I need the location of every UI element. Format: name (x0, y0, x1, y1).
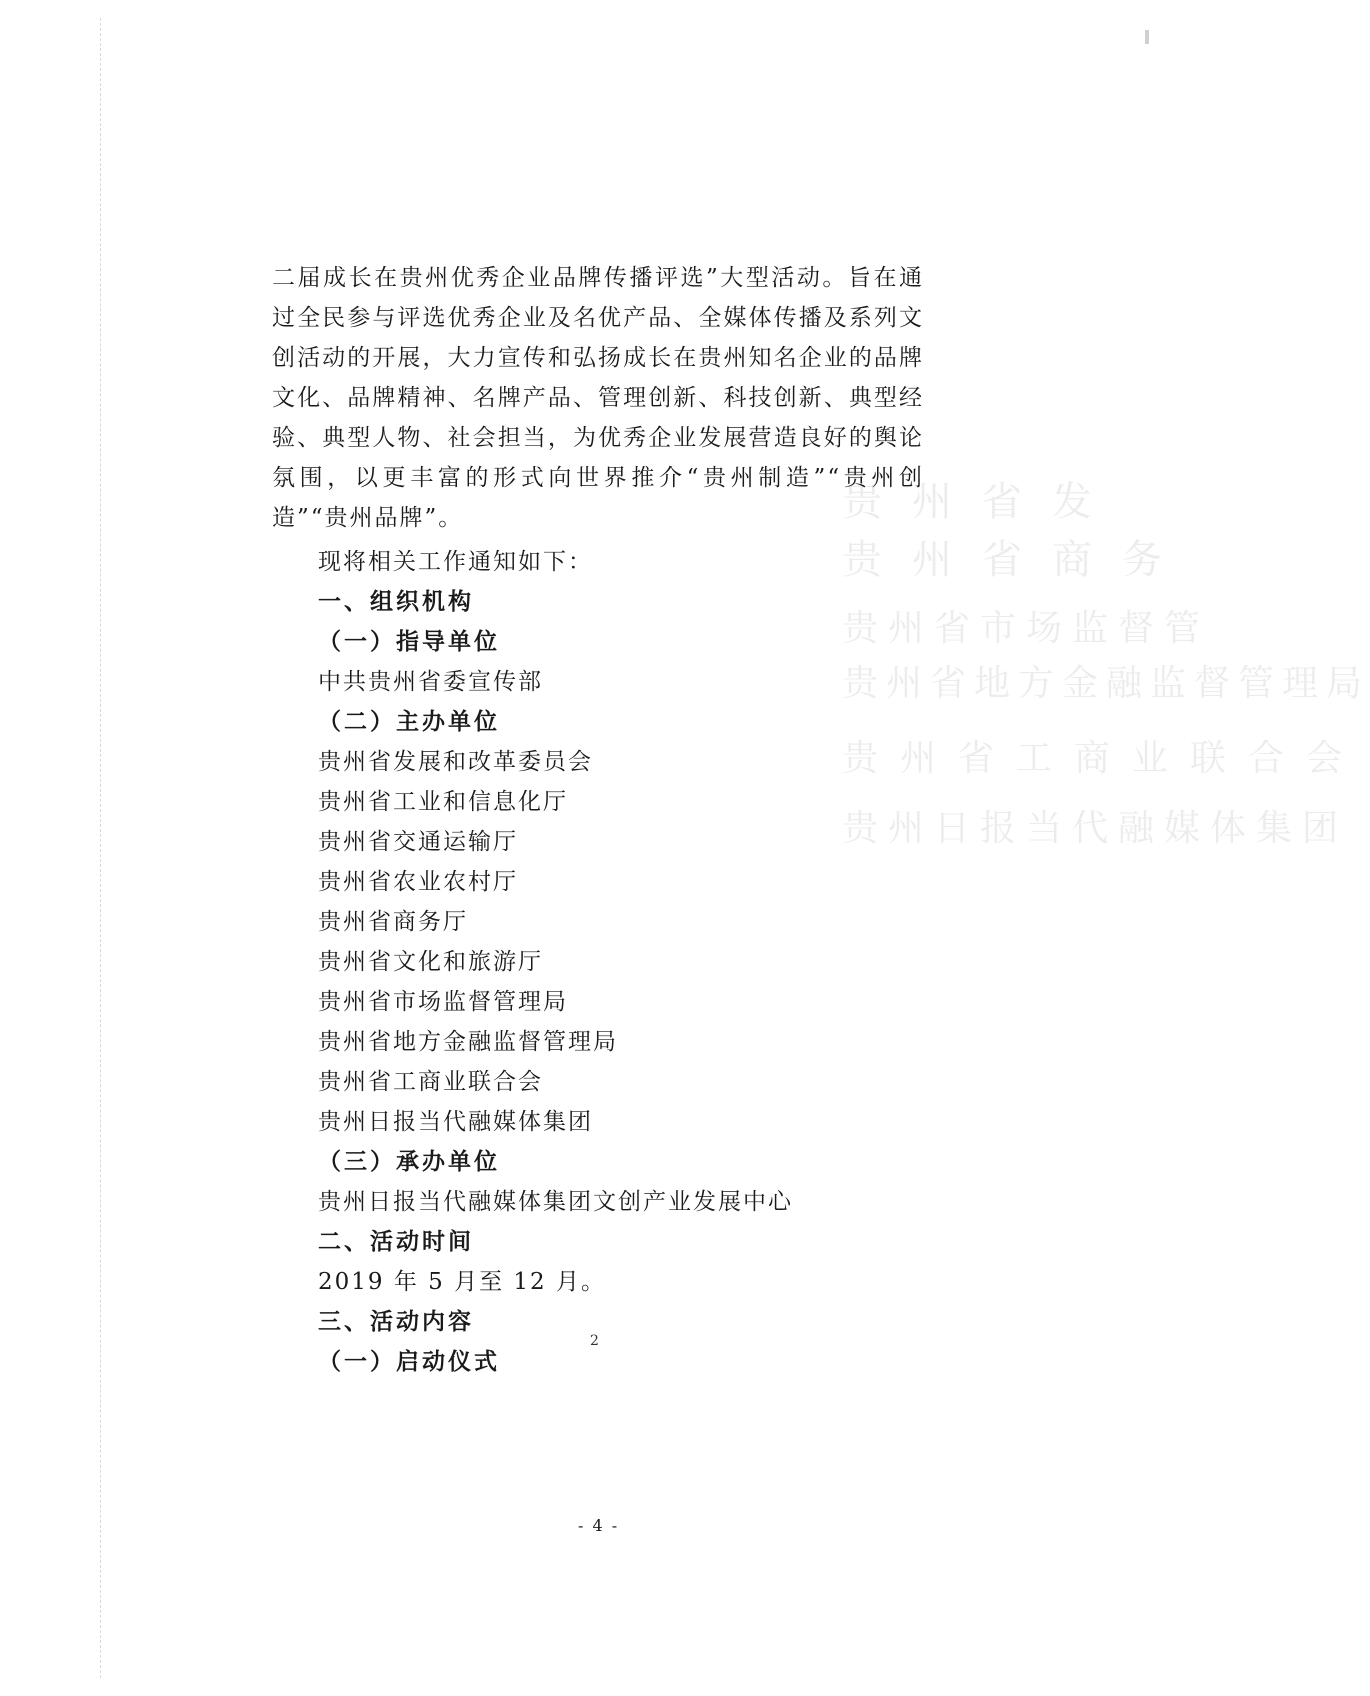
bleed-through-text: 贵州省发 (842, 479, 1122, 525)
subheading-launch-ceremony: （一）启动仪式 (318, 1349, 500, 1375)
subheading-organizer-unit: （三）承办单位 (318, 1149, 500, 1175)
activity-time: 2019 年 5 月至 12 月。 (318, 1269, 606, 1295)
inner-page-number: 2 (590, 1333, 599, 1349)
intro-paragraph: 二届成长在贵州优秀企业品牌传播评选”大型活动。旨在通过全民参与评选优秀企业及名优产品、全媒体传播及系列文创活动的开展，大力宣传和弘扬成长在贵州知名企业的品牌文化、品牌精神、名牌产品、管理创新、科技创新、典型经验、典型人物、社会担当，为优秀企业发展营造良好的舆论氛围，以更丰富的形式向世界推介“贵州制造”“贵州创造”“贵州品牌”。 (272, 265, 924, 531)
host-unit: 贵州省发展和改革委员会 (318, 749, 593, 775)
bleed-through-text: 贵州省市场监督管 (842, 608, 1211, 649)
bleed-through-text: 贵州省工商业联合会 (842, 738, 1365, 779)
subheading-guide-unit: （一）指导单位 (318, 629, 500, 655)
section-heading-activity-time: 二、活动时间 (318, 1229, 474, 1255)
section-heading-organization: 一、组织机构 (318, 589, 474, 615)
host-unit: 贵州省交通运输厅 (318, 829, 518, 855)
host-unit: 贵州省工业和信息化厅 (318, 789, 568, 815)
scan-edge-line (100, 18, 101, 1678)
notice-line: 现将相关工作通知如下： (318, 549, 593, 575)
host-unit: 贵州省工商业联合会 (318, 1069, 543, 1095)
host-unit: 贵州省文化和旅游厅 (318, 949, 543, 975)
section-heading-activity-content: 三、活动内容 (318, 1309, 474, 1335)
host-unit: 贵州省商务厅 (318, 909, 468, 935)
guide-unit: 中共贵州省委宣传部 (318, 669, 543, 695)
host-unit: 贵州省市场监督管理局 (318, 989, 568, 1015)
outer-page-number: - 4 - (578, 1516, 620, 1535)
subheading-host-units: （二）主办单位 (318, 709, 500, 735)
bleed-through-text: 贵州日报当代融媒体集团 (842, 808, 1349, 849)
host-unit: 贵州省农业农村厅 (318, 869, 518, 895)
bleed-through-text: 贵州省商务 (842, 537, 1192, 583)
document-body (272, 258, 924, 1382)
organizer-unit: 贵州日报当代融媒体集团文创产业发展中心 (318, 1189, 793, 1215)
scan-smudge (1145, 30, 1149, 44)
host-unit: 贵州日报当代融媒体集团 (318, 1109, 593, 1135)
host-unit: 贵州省地方金融监督管理局 (318, 1029, 618, 1055)
bleed-through-text: 贵州省地方金融监督管理局 (842, 663, 1370, 704)
